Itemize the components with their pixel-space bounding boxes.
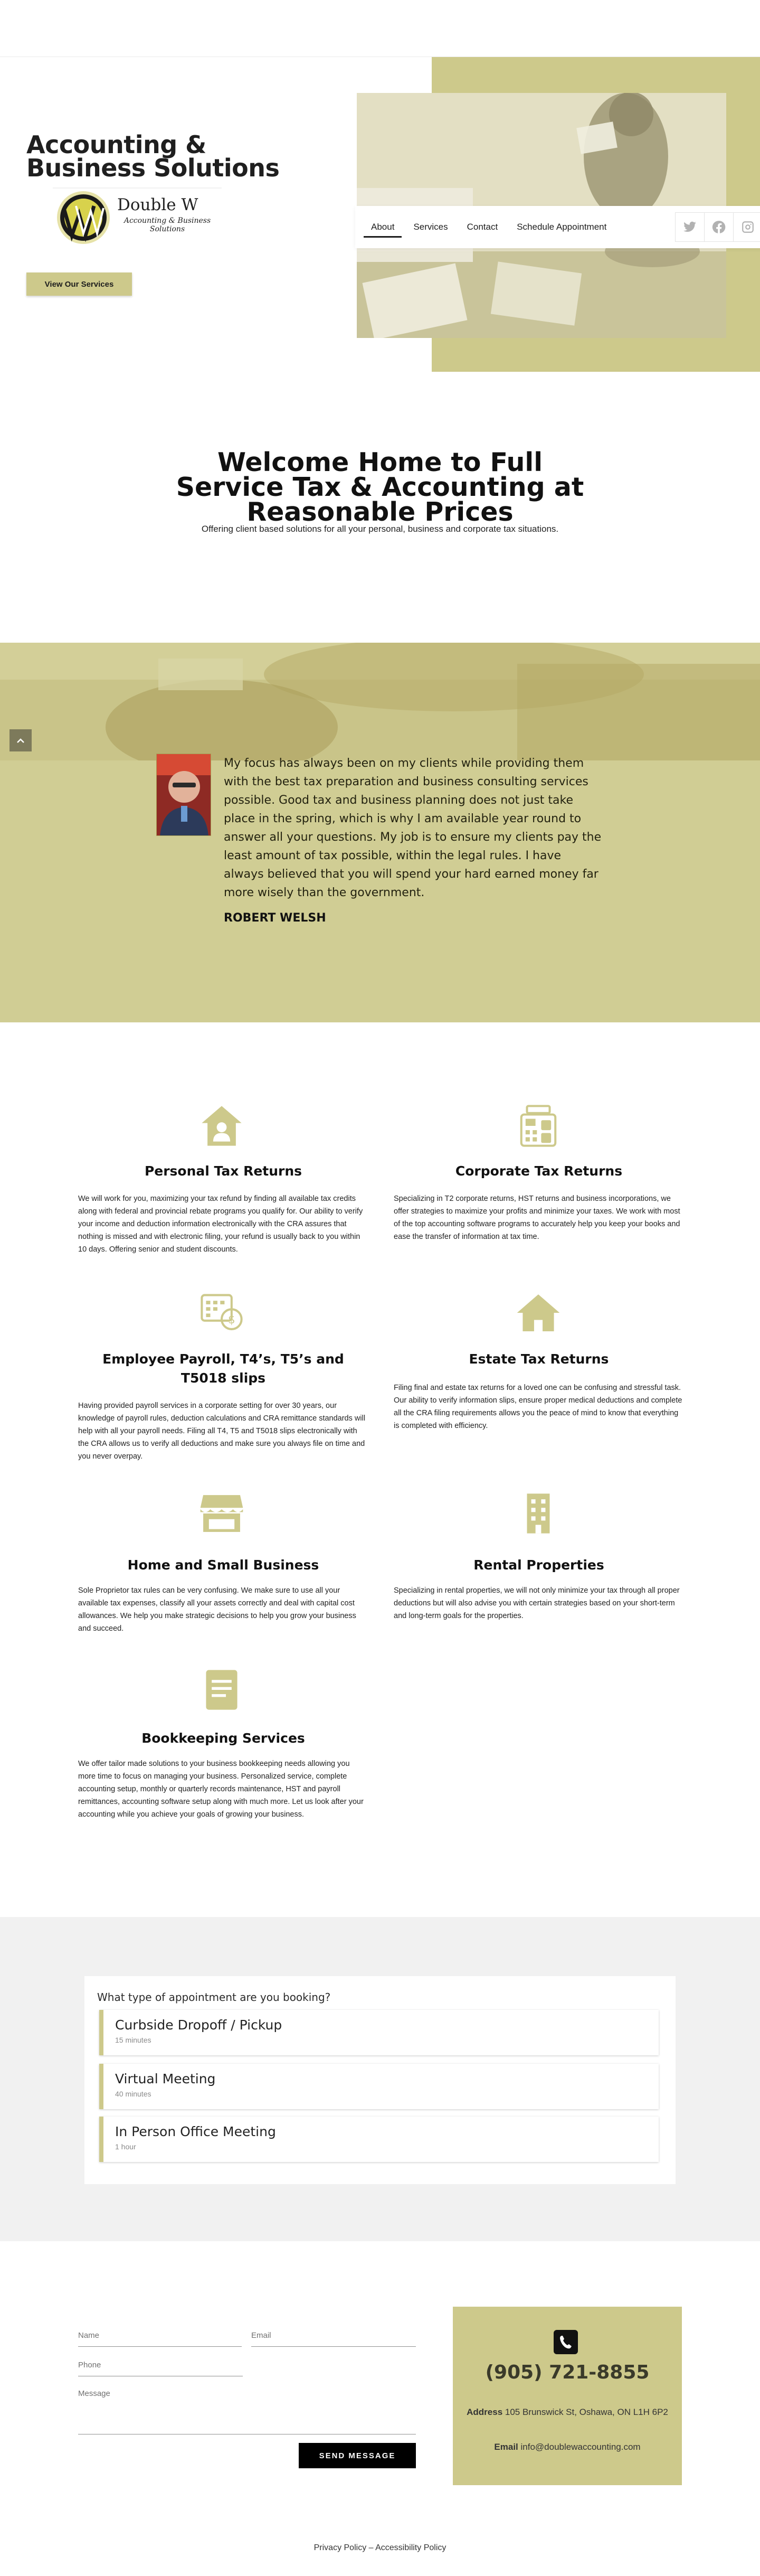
message-field (78, 2384, 416, 2434)
testimonial-author: ROBERT WELSH (224, 911, 326, 925)
top-bar (0, 0, 760, 57)
appointment-name: Virtual Meeting (115, 2071, 216, 2086)
testimonial-quote: My focus has always been on my clients while providing them with the best tax preparation and business consulting services possible. Good tax and business planning does not just take place in the spring, which is why I am available year round to answer all your questions. My job is to ensure my clients pay the least amount of tax possible, within the legal rules. I have always believed that you will spend your hard earned money far more wisely than the government. (224, 757, 602, 899)
hero-title (26, 130, 343, 182)
name-input[interactable] (78, 2326, 242, 2340)
facebook-icon[interactable] (704, 212, 734, 242)
address-label: Address (467, 2407, 503, 2417)
storefront-icon (196, 1488, 247, 1539)
service-corporate-tax (394, 1162, 684, 1243)
nav-contact[interactable]: Contact (467, 222, 498, 232)
appointment-option-curbside[interactable] (99, 2010, 659, 2055)
service-title: Employee Payroll, T4’s, T5’s and T5018 slips (102, 1351, 344, 1386)
service-text: Specializing in T2 corporate returns, HST returns and business incorporations, we offer strategies to maximize your profits and minimize your taxes. We work with most of the top accounting software programs to accurately help you keep your books and ease the transfer of information at tax time. (394, 1195, 680, 1241)
appointment-option-in-person[interactable] (99, 2117, 659, 2162)
phone-input[interactable] (78, 2355, 243, 2370)
service-text: Having provided payroll services in a corporate setting for over 30 years, our knowledge of payroll rules, deduction calculations and CRA remittance standards will help with all your payroll needs. Filing all T4, T5 and T5018 slips electronically with the CRA allows us to verify all deductions and make sure you always file on time and you never overpay. (78, 1402, 366, 1461)
view-services-button[interactable]: View Our Services (26, 272, 132, 296)
email-input[interactable] (251, 2326, 416, 2340)
appointment-option-virtual[interactable] (99, 2064, 659, 2109)
service-bookkeeping (78, 1729, 368, 1821)
service-title: Corporate Tax Returns (455, 1163, 623, 1179)
welcome-subtitle: Offering client based solutions for all your personal, business and corporate tax situations. (201, 524, 559, 534)
logo-image (53, 185, 222, 246)
email-field (251, 2326, 416, 2347)
service-title: Personal Tax Returns (144, 1163, 302, 1179)
service-text: Sole Proprietor tax rules can be very confusing. We make sure to use all your available tax expenses, classify all your assets correctly and deal with capital cost allowances. We help you make strategic decisions to help you grow your business and succeed. (78, 1586, 356, 1633)
service-title: Bookkeeping Services (141, 1731, 305, 1746)
author-avatar (156, 754, 211, 836)
footer-separator: – (368, 2543, 374, 2552)
booking-question: What type of appointment are you booking? (97, 1991, 331, 2004)
service-text: We will work for you, maximizing your tax refund by finding all available tax credits along with federal and provincial rebate programs you qualify for. Our ability to verify your income and deduction information electronically with the CRA assures that nothing is missed and with electronic filing, your refund is usually back to you within 10 days. Offering senior and student discounts. (78, 1195, 363, 1254)
name-field (78, 2326, 242, 2347)
nav-services[interactable]: Services (413, 222, 448, 232)
service-payroll (78, 1350, 368, 1463)
service-title: Home and Small Business (127, 1557, 319, 1573)
service-rental-properties (394, 1556, 684, 1622)
privacy-policy-link[interactable]: Privacy Policy (314, 2543, 367, 2552)
main-nav (355, 206, 760, 248)
nav-about[interactable]: About (362, 217, 404, 238)
office-banner-image (0, 643, 760, 760)
phone-field (78, 2355, 243, 2376)
book-icon (196, 1665, 247, 1715)
building-icon (513, 1488, 564, 1539)
appointment-name: Curbside Dropoff / Pickup (115, 2017, 282, 2033)
nav-schedule-appointment[interactable]: Schedule Appointment (517, 222, 607, 232)
personal-user-icon (196, 1101, 247, 1151)
svg-text:$: $ (227, 1313, 235, 1327)
calculator-icon (513, 1101, 564, 1151)
service-personal-tax (78, 1162, 368, 1256)
appointment-duration: 15 minutes (115, 2036, 151, 2044)
footer (0, 2543, 760, 2553)
appointment-duration: 1 hour (115, 2142, 136, 2151)
chevron-up-icon (17, 738, 24, 743)
house-icon (513, 1287, 564, 1338)
message-input[interactable] (78, 2384, 416, 2416)
phone-icon (554, 2330, 578, 2354)
accessibility-policy-link[interactable]: Accessibility Policy (375, 2543, 446, 2552)
send-message-button[interactable]: SEND MESSAGE (299, 2443, 416, 2468)
appointment-name: In Person Office Meeting (115, 2124, 276, 2139)
logo-name: Double W (117, 195, 198, 214)
payroll-calendar-icon (196, 1285, 247, 1336)
twitter-icon[interactable] (675, 212, 705, 242)
instagram-icon[interactable] (733, 212, 760, 242)
hero-title-line-1: Accounting & (26, 130, 206, 159)
logo[interactable] (53, 185, 222, 246)
hero-title-line-2: Business Solutions (26, 154, 280, 182)
service-text: We offer tailor made solutions to your business bookkeeping needs allowing you more time to focus on managing your business. Personalized service, complete accounting setup, monthly or quarterly records maintenance, HST and payroll remittances, accounting software setup along with much more. Let us look after your accounting while you achieve your goals of growing your business. (78, 1760, 364, 1819)
address-value: 105 Brunswick St, Oshawa, ON L1H 6P2 (505, 2407, 668, 2417)
email (453, 2442, 682, 2452)
service-text: Filing final and estate tax returns for a loved one can be confusing and stressful task. Our ability to verify information slips, ensure proper medical deductions and complete all the CRA filing requirements allows you the peace of mind to know that everything is completed with efficiency. (394, 1384, 682, 1430)
service-estate-tax (394, 1350, 684, 1432)
phone-number[interactable]: (905) 721-8855 (485, 2362, 650, 2383)
welcome-title: Welcome Home to Full Service Tax & Accounting at Reasonable Prices (176, 447, 584, 527)
email-link[interactable]: info@doublewaccounting.com (520, 2442, 641, 2452)
logo-tagline-line-2: Solutions (149, 225, 185, 233)
email-label: Email (494, 2442, 518, 2452)
service-title: Rental Properties (473, 1557, 604, 1573)
service-text: Specializing in rental properties, we will not only minimize your tax through all proper deductions but will also advise you with certain strategies based on your short-term and long-term goals for the properties. (394, 1586, 680, 1620)
appointment-duration: 40 minutes (115, 2090, 151, 2098)
service-title: Estate Tax Returns (469, 1351, 609, 1367)
scroll-to-top-button[interactable] (10, 729, 32, 751)
service-home-small-business (78, 1556, 368, 1635)
address (463, 2406, 671, 2418)
logo-tagline-line-1: Accounting & Business (124, 217, 211, 225)
